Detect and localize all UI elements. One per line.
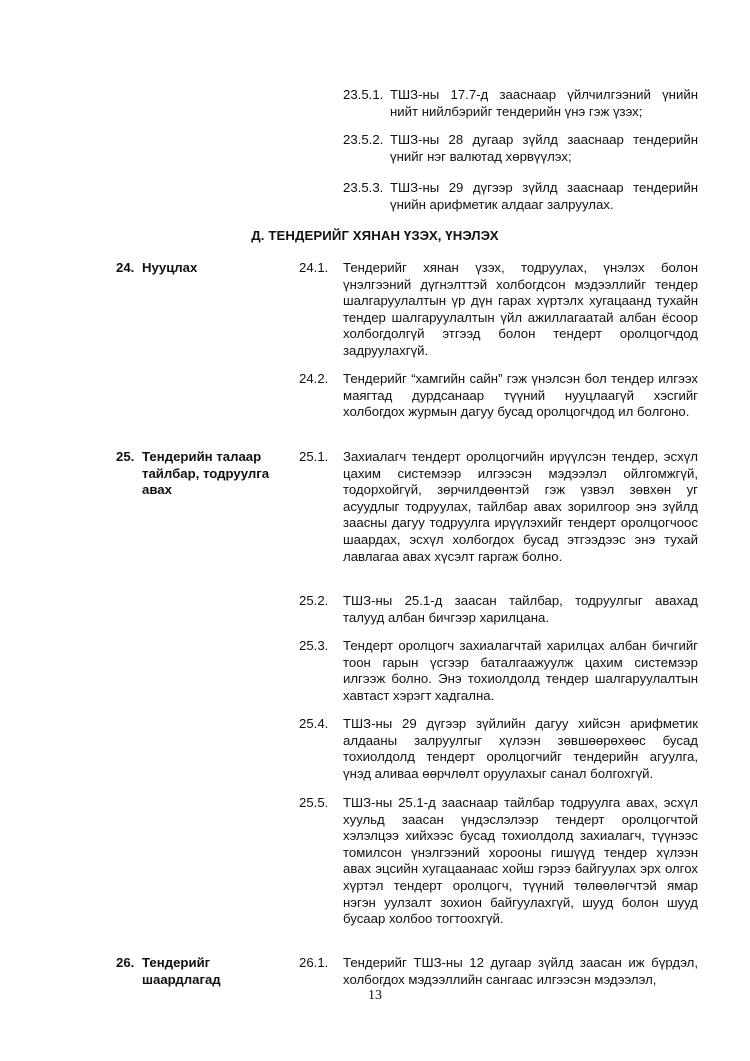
article-number: 24. — [116, 260, 135, 275]
sub-clause-text: ТШЗ-ны 28 дугаар зүйлд зааснаар тендерийн үнийг нэг валютад хөрвүүлэх; — [390, 132, 698, 164]
article-title: Тендерийг шаардлагад — [142, 955, 221, 987]
article-title: Нууцлах — [142, 260, 198, 275]
clause-text: ТШЗ-ны 25.1-д зааснаар тайлбар тодруулга авах, эсхүл хуульд заасан үндэслэлээр тендерт оролцогчтой хэлэлцээ хийхээс бусад тохиолдолд захиалагч, түүнээс томилсон үнэлгээний хорооны гишүүд тендер хүлээн авах эцсийн хугацаанаас хойш гэрээ байгуулах эрх олгох хүртэл тендерт оролцогч, түүний төлөөлөгчтэй ямар нэгэн уулзалт зохион байгуулахгүй, шууд болон шууд бусаар холбоо тогтоохгүй. — [343, 795, 698, 927]
article-number: 26. — [116, 955, 135, 970]
sub-clause-23-5-2 — [343, 132, 698, 165]
clause-number: 25.5. — [299, 795, 329, 810]
clause-text: Тендерийг ТШЗ-ны 12 дугаар зүйлд заасан иж бүрдэл, холбогдох мэдээллийн сангаас илгээсэн мэдээлэл, — [343, 955, 698, 987]
clause-number: 25.1. — [299, 449, 329, 464]
clause-text: Тендерийг хянан үзэх, тодруулах, үнэлэх болон үнэлгээний дүгнэлттэй холбогдсон мэдээллийг тендер шалгаруулалтын үр дүн гарах хүртэлх хугацаанд тухайн тендер шалгаруулалтын үйл ажиллагаатай албан ёсоор холбогдолгүй этгээд болон тендерт оролцогчдод задруулахгүй. — [343, 260, 698, 358]
article-title: Тендерийн талаар тайлбар, тодруулга авах — [142, 449, 270, 498]
clause-text: Захиалагч тендерт оролцогчийн ирүүлсэн тендер, эсхүл цахим системээр илгээсэн мэдээлэл ойлгомжгүй, тодорхойгүй, зөрчилдөөнтэй гэж үзвэл зөвхөн уг асуудлыг тодруулах, тайлбар авах зорилгоор энэ зүйлд заасны дагуу тодруулга ирүүлэхийг тендерт оролцогчоос шаардах, эсхүл холбогдох бусад этгээдээс энэ тухай лавлагаа авах хүсэлт гаргаж болно. — [343, 449, 698, 564]
clause-number: 25.3. — [299, 638, 329, 653]
page-number: 13 — [368, 988, 382, 1003]
sub-clause-text: ТШЗ-ны 17.7-д зааснаар үйлчилгээний үнийн нийт нийлбэрийг тендерийн үнэ гэж үзэх; — [390, 87, 698, 119]
article-number: 25. — [116, 449, 135, 464]
sub-clause-text: ТШЗ-ны 29 дүгээр зүйлд зааснаар тендерийн үнийн арифметик алдааг залруулах. — [390, 180, 698, 212]
clause-number: 24.2. — [299, 371, 329, 386]
clause-number: 26.1. — [299, 955, 329, 970]
clause-number: 25.2. — [299, 593, 329, 608]
sub-clause-number: 23.5.3. — [343, 180, 384, 195]
clause-number: 24.1. — [299, 260, 329, 275]
sub-clause-23-5-1 — [343, 87, 698, 120]
clause-text: Тендерт оролцогч захиалагчтай харилцах албан бичгийг тоон гарын үсгээр баталгаажуулж цахим системээр илгээж болно. Энэ тохиолдолд тендер шалгаруулалтын хавтаст хэрэгт хадгална. — [343, 638, 698, 703]
sub-clause-number: 23.5.2. — [343, 132, 384, 147]
clause-text: ТШЗ-ны 25.1-д заасан тайлбар, тодруулгыг авахад талууд албан бичгээр харилцана. — [343, 593, 698, 625]
section-title: Д. ТЕНДЕРИЙГ ХЯНАН ҮЗЭХ, ҮНЭЛЭХ — [251, 228, 499, 243]
clause-text: ТШЗ-ны 29 дүгээр зүйлийн дагуу хийсэн арифметик алдааны залруулгыг хүлээн зөвшөөрөхөөс бусад тохиолдолд тендерт оролцогчийг тендерийн агуулга, үнэд аливаа өөрчлөлт оруулахыг санал болгохгүй. — [343, 716, 698, 781]
clause-text: Тендерийг “хамгийн сайн” гэж үнэлсэн бол тендер илгээх маягтад дурдсанаар түүний нууцлаагүй хэсгийг холбогдох журмын дагуу бусад оролцогчдод ил болгоно. — [343, 371, 698, 420]
sub-clause-23-5-3 — [343, 180, 698, 213]
sub-clause-number: 23.5.1. — [343, 87, 384, 102]
clause-number: 25.4. — [299, 716, 329, 731]
